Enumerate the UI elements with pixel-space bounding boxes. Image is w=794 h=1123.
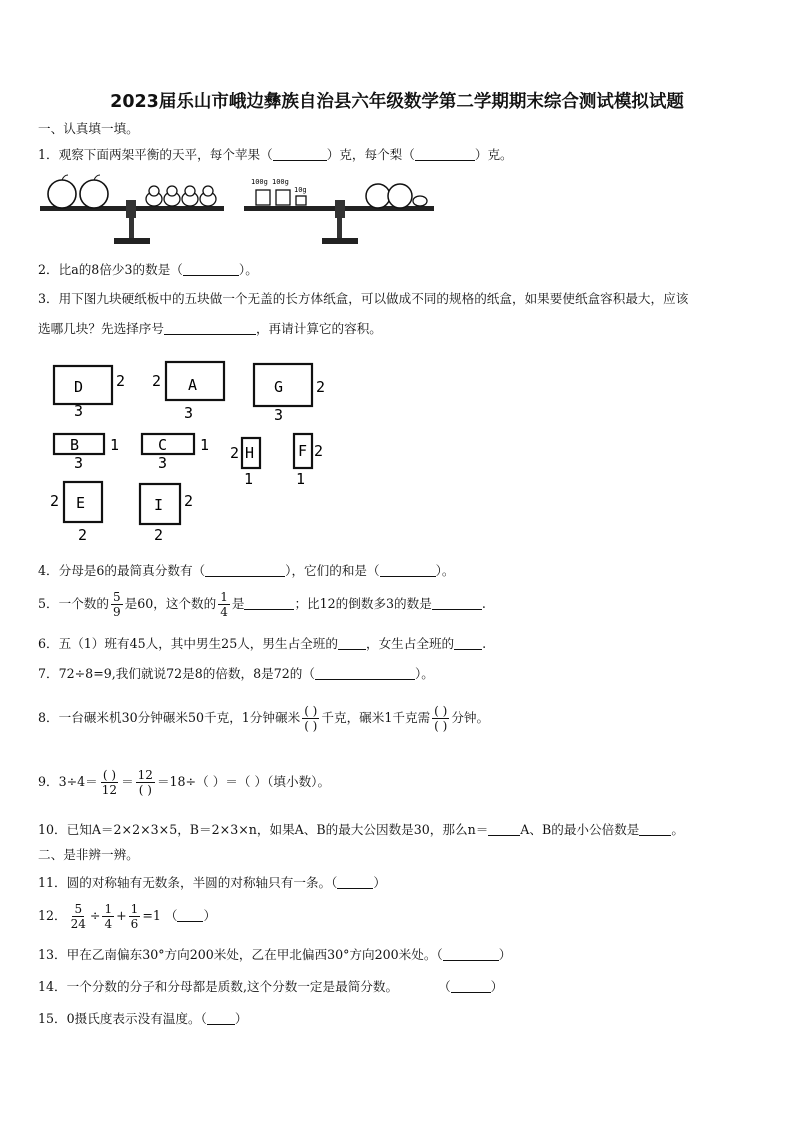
question-2: 2．比a的8倍少3的数是（ ）。 <box>38 262 258 277</box>
board-dimension: 1 <box>244 470 254 488</box>
board-dimension: 3 <box>158 454 168 472</box>
answer-blank[interactable] <box>315 666 415 680</box>
board-c <box>142 434 194 454</box>
answer-blank[interactable] <box>443 947 499 961</box>
answer-blank[interactable] <box>205 563 285 577</box>
balance-scale-left <box>40 175 224 244</box>
question-8: 8．一台碾米机30分钟碾米50千克，1分钟碾米 $\frac{( )}{( )}$ 千克，碾米1千克需 $\frac{( )}{( )}$ 分钟。 <box>38 704 490 733</box>
board-dimension: 2 <box>184 492 194 510</box>
board-dimension: 1 <box>200 436 210 454</box>
fraction-blank[interactable]: $\frac{12}{( )}$ <box>137 768 153 797</box>
question-14: 14．一个分数的分子和分母都是质数,这个分数一定是最简分数。 （ ） <box>38 979 504 994</box>
fraction: $\frac{1}{4}$ <box>220 590 228 619</box>
section-heading-2: 二、是非辨一辨。 <box>38 847 139 862</box>
board-label: B <box>70 436 80 454</box>
apple-icon <box>48 180 76 208</box>
weight-label: 10g <box>294 186 307 194</box>
page-title: 2023届乐山市峨边彝族自治县六年级数学第二学期期末综合测试模拟试题 <box>110 92 684 112</box>
board-dimension: 1 <box>296 470 306 488</box>
fraction: $\frac{1}{4}$ <box>104 902 113 931</box>
board-label: I <box>154 496 164 514</box>
answer-blank[interactable] <box>338 636 366 650</box>
question-3-line-2: 选哪几块？先选择序号 ，再请计算它的容积。 <box>38 321 382 336</box>
board-dimension: 3 <box>184 404 194 422</box>
answer-blank[interactable] <box>451 979 491 993</box>
question-7: 7．72÷8=9,我们就说72是8的倍数，8是72的（ ）。 <box>38 666 434 681</box>
board-dimension: 1 <box>110 436 120 454</box>
board-dimension: 3 <box>274 406 284 424</box>
pear-icon <box>413 196 427 206</box>
board-dimension: 2 <box>50 492 60 510</box>
board-dimension: 3 <box>74 402 84 420</box>
cardboard-pieces-diagram <box>40 358 340 548</box>
question-4: 4．分母是6的最简真分数有（ ），它们的和是（ ）。 <box>38 563 455 578</box>
question-13: 13．甲在乙南偏东30°方向200米处，乙在甲北偏西30°方向200米处。（ ） <box>38 947 512 962</box>
answer-blank[interactable] <box>432 596 482 610</box>
answer-blank[interactable] <box>244 596 294 610</box>
board-label: F <box>298 442 308 460</box>
answer-blank[interactable] <box>380 563 436 577</box>
board-label: C <box>158 436 168 454</box>
board-dimension: 2 <box>316 378 326 396</box>
apple-icon <box>388 184 412 208</box>
fraction: $\frac{1}{6}$ <box>130 902 139 931</box>
board-dimension: 2 <box>230 444 240 462</box>
board-label: A <box>188 376 198 394</box>
pear-icon <box>146 186 216 206</box>
fraction: $\frac{5}{24}$ <box>70 902 86 931</box>
answer-blank[interactable] <box>415 147 475 161</box>
question-10: 10．已知A＝2×2×3×5，B＝2×3×n，如果A、B的最大公因数是30，那么n＝ A、B的最小公倍数是 。 <box>38 822 684 837</box>
balance-scale-right <box>244 178 434 244</box>
question-1: 1．观察下面两架平衡的天平，每个苹果（ ）克，每个梨（ ）克。 <box>38 147 513 162</box>
board-label: D <box>74 378 84 396</box>
weight-label: 100g <box>251 178 268 186</box>
fraction-blank[interactable]: $\frac{( )}{12}$ <box>101 768 118 797</box>
apple-icon <box>80 180 108 208</box>
answer-blank[interactable] <box>177 908 203 922</box>
answer-blank[interactable] <box>183 262 239 276</box>
board-dimension: 2 <box>116 372 126 390</box>
apple-icon <box>366 184 390 208</box>
board-dimension: 2 <box>78 526 88 544</box>
question-11: 11．圆的对称轴有无数条，半圆的对称轴只有一条。（ ） <box>38 875 386 890</box>
fraction-blank[interactable]: $\frac{( )}{( )}$ <box>434 704 448 733</box>
answer-blank[interactable] <box>207 1011 235 1025</box>
answer-blank[interactable] <box>337 875 373 889</box>
answer-blank[interactable] <box>164 321 256 335</box>
fraction: $\frac{5}{9}$ <box>112 590 121 619</box>
question-6: 6．五（1）班有45人，其中男生25人，男生占全班的 ，女生占全班的 . <box>38 636 487 651</box>
fraction-blank[interactable]: $\frac{( )}{( )}$ <box>304 704 318 733</box>
section-heading-1: 一、认真填一填。 <box>38 121 139 136</box>
question-12: 12． $\frac{5}{24}$ ÷ $\frac{1}{4}$ + $\frac{1}{6}$ =1 （ ） <box>38 902 217 931</box>
answer-blank[interactable] <box>488 822 520 836</box>
board-dimension: 3 <box>74 454 84 472</box>
question-9: 9．3÷4＝ $\frac{( )}{12}$ ＝ $\frac{12}{( )}$ ＝18÷（ ）＝（ ）（填小数）。 <box>38 768 331 797</box>
question-3-line-1: 3．用下图九块硬纸板中的五块做一个无盖的长方体纸盒，可以做成不同的规格的纸盒，如果要使纸盒容积最大，应该 <box>38 291 689 306</box>
answer-blank[interactable] <box>454 636 482 650</box>
weight-label: 100g <box>272 178 289 186</box>
board-dimension: 2 <box>152 372 162 390</box>
answer-blank[interactable] <box>273 147 327 161</box>
question-5: 5．一个数的 $\frac{5}{9}$ 是60，这个数的 $\frac{1}{4}$ 是 ；比12的倒数多3的数是 . <box>38 590 486 619</box>
question-15: 15．0摄氏度表示没有温度。（ ） <box>38 1011 248 1026</box>
board-dimension: 2 <box>314 442 324 460</box>
balance-scales-illustration <box>38 172 438 252</box>
answer-blank[interactable] <box>639 822 671 836</box>
board-dimension: 2 <box>154 526 164 544</box>
board-label: G <box>274 378 284 396</box>
board-label: E <box>76 494 86 512</box>
board-label: H <box>245 444 255 462</box>
